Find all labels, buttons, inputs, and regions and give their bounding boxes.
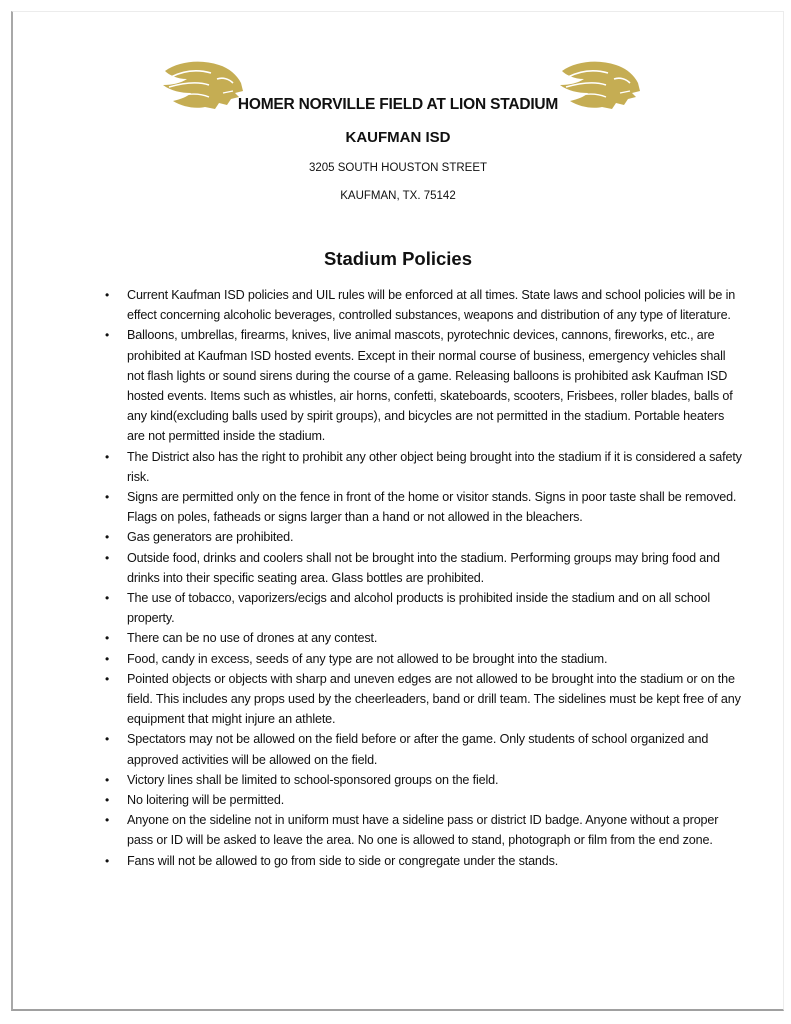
bullet-icon: • — [105, 813, 110, 828]
policy-text: Food, candy in excess, seeds of any type are not allowed to be brought into the stadium. — [127, 651, 608, 666]
stadium-title: HOMER NORVILLE FIELD AT LION STADIUM — [237, 96, 559, 113]
policy-text: The District also has the right to prohibit any other object being brought into the stadium if it is considered a safety risk. — [127, 449, 742, 484]
policy-item — [103, 548, 743, 588]
section-title: Stadium Policies — [323, 248, 473, 269]
policy-item — [103, 729, 743, 769]
bullet-icon: • — [105, 328, 110, 343]
policy-item — [103, 628, 743, 648]
bullet-icon: • — [105, 530, 110, 545]
city-state-zip: KAUFMAN, TX. 75142 — [340, 190, 456, 202]
policy-text: Balloons, umbrellas, firearms, knives, live animal mascots, pyrotechnic devices, cannons, fireworks, etc., are prohibited at Kaufman ISD hosted events. Except in their normal course of business, emergency vehicles shall not flash lights or sound sirens during the course of a game. Releasing balloons is prohibited ask Kaufman ISD hosted events. Items such as whistles, air horns, confetti, skateboards, scooters, Frisbees, roller blades, balls of any kind(excluding balls used by spirit groups), and bicycles are not permitted in the stadium. Portable heaters are not permitted inside the stadium. — [127, 328, 733, 444]
policy-text: Gas generators are prohibited. — [127, 530, 294, 545]
bullet-icon: • — [105, 490, 110, 505]
document-page — [11, 11, 784, 1011]
policy-item — [103, 810, 743, 850]
policy-text: Victory lines shall be limited to school-sponsored groups on the field. — [127, 772, 499, 787]
policy-text: Outside food, drinks and coolers shall not be brought into the stadium. Performing groups may bring food and drinks into their specific seating area. Glass bottles are prohibited. — [127, 550, 720, 585]
bullet-icon: • — [105, 288, 110, 302]
policy-text: Current Kaufman ISD policies and UIL rules will be enforced at all times. State laws and school policies will be in effect concerning alcoholic beverages, controlled substances, weapons and distribution of any type of literature. — [127, 288, 736, 323]
policy-item — [103, 669, 743, 730]
policies-list — [103, 285, 743, 871]
bullet-icon: • — [105, 631, 110, 646]
bullet-icon: • — [105, 449, 110, 464]
policy-item — [103, 770, 743, 790]
street-address: 3205 SOUTH HOUSTON STREET — [308, 162, 488, 174]
policy-text: There can be no use of drones at any contest. — [127, 631, 378, 646]
policy-item — [103, 649, 743, 669]
policy-item — [103, 285, 743, 325]
policy-text: Signs are permitted only on the fence in front of the home or visitor stands. Signs in poor taste shall be removed. Flags on poles, fatheads or signs larger than a hand or not allowed in the bleachers. — [127, 490, 737, 525]
policy-text: Fans will not be allowed to go from side to side or congregate under the stands. — [127, 853, 559, 868]
bullet-icon: • — [105, 732, 110, 747]
bullet-icon: • — [105, 550, 110, 565]
bullet-icon: • — [105, 671, 110, 686]
bullet-icon: • — [105, 772, 110, 787]
policy-item — [103, 487, 743, 527]
policy-text: Anyone on the sideline not in uniform must have a sideline pass or district ID badge. Anyone without a proper pass or ID will be asked to leave the area. No one is allowed to stand, photograph or film from the end zone. — [127, 813, 719, 848]
policy-item — [103, 790, 743, 810]
bullet-icon: • — [105, 591, 110, 606]
district-name: KAUFMAN ISD — [345, 129, 451, 146]
policy-text: Spectators may not be allowed on the field before or after the game. Only students of school organized and approved activities will be allowed on the field. — [127, 732, 709, 767]
policy-item — [103, 588, 743, 628]
bullet-icon: • — [105, 793, 110, 808]
policy-item — [103, 527, 743, 547]
policy-item — [103, 325, 743, 446]
bullet-icon: • — [105, 853, 110, 868]
policy-item — [103, 447, 743, 487]
policy-text: Pointed objects or objects with sharp and uneven edges are not allowed to be brought into the stadium or on the field. This includes any props used by the cheerleaders, band or drill team. The sidelines must be kept free of any equipment that might injure an athlete. — [127, 671, 741, 727]
policy-text: The use of tobacco, vaporizers/ecigs and alcohol products is prohibited inside the stadium and on all school property. — [127, 591, 711, 626]
policy-text: No loitering will be permitted. — [127, 793, 285, 808]
bullet-icon: • — [105, 651, 110, 666]
policy-item — [103, 851, 743, 871]
